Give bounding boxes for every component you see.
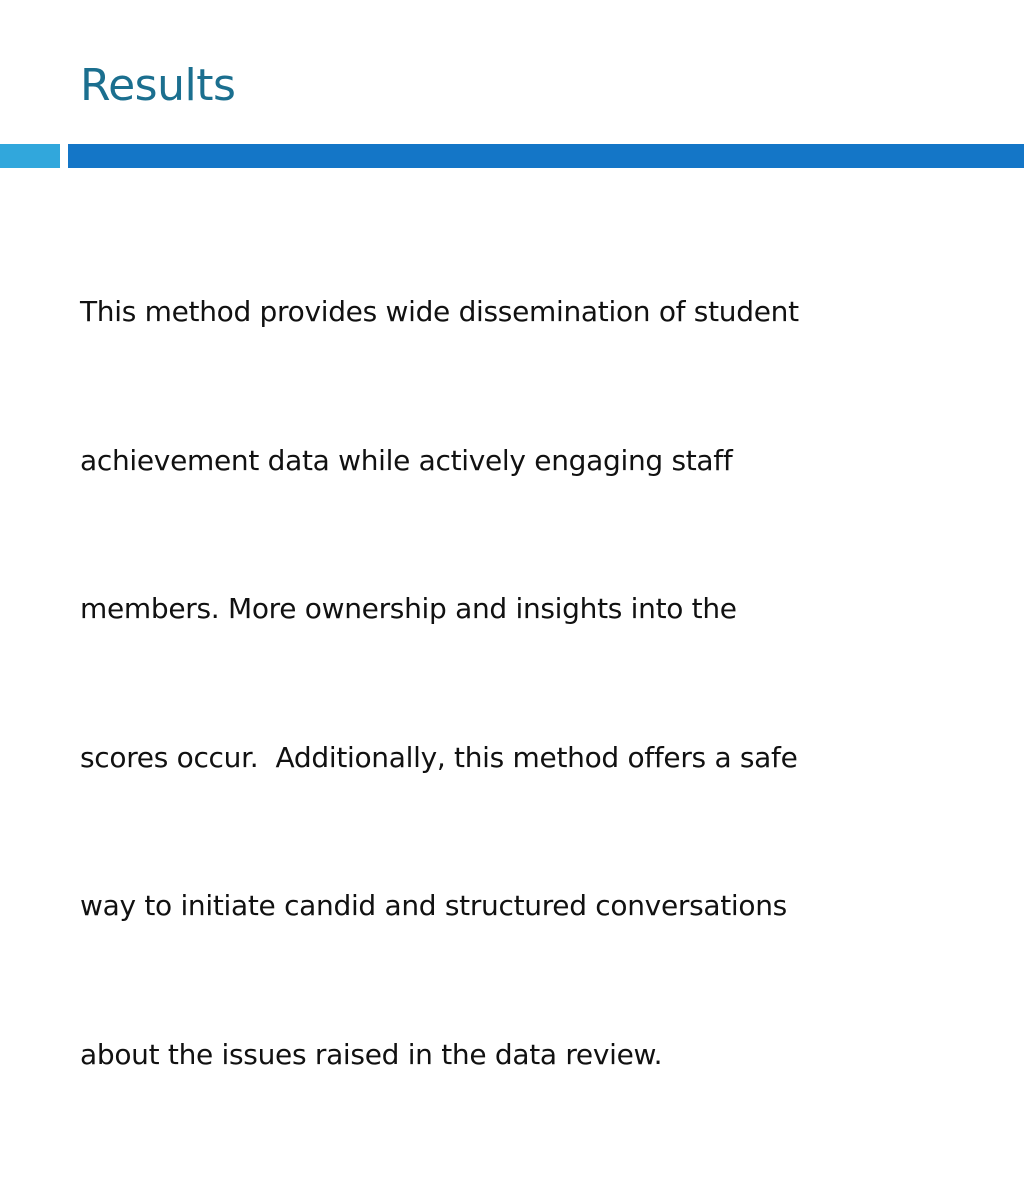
body-line: scores occur. Additionally, this method offers a safe [80, 740, 798, 774]
slide-title: Results [80, 60, 236, 111]
body-line: members. More ownership and insights into the [80, 592, 737, 625]
body-line: about the issues raised in the data review. [80, 1037, 663, 1071]
body-line: way to initiate candid and structured conversations [80, 889, 787, 922]
body-line: This method provides wide dissemination of student [80, 295, 799, 328]
title-divider-right-bar [68, 144, 1024, 168]
body-line: achievement data while actively engaging staff [80, 443, 733, 477]
title-divider-left-bar [0, 144, 60, 168]
slide-body [80, 188, 1016, 1178]
